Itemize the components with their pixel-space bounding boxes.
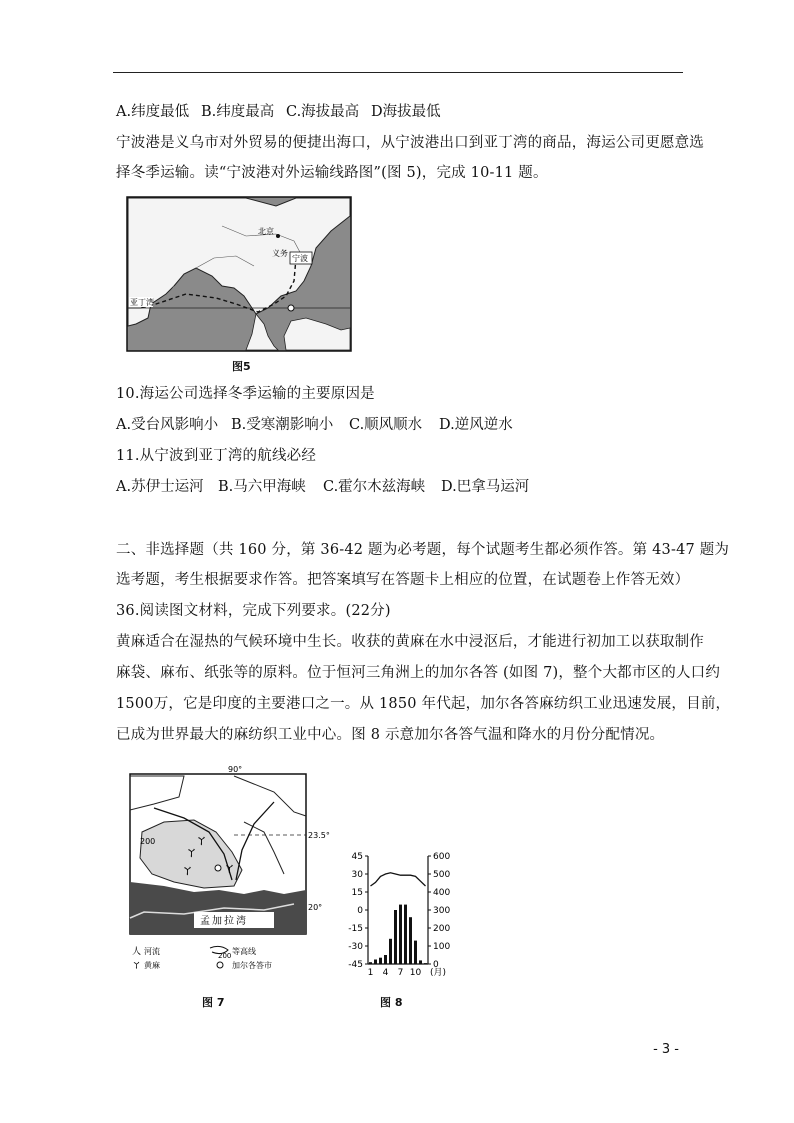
- contour-value: 200: [140, 837, 156, 846]
- left-tick-label: -30: [348, 942, 363, 952]
- lat-20-label: 20°: [308, 903, 323, 912]
- svg-text:ㄚ: ㄚ: [224, 862, 235, 875]
- q36-material-line-4: 已成为世界最大的麻纺织工业中心。图 8 示意加尔各答气温和降水的月份分配情况。: [116, 727, 665, 743]
- right-tick-label: 0: [433, 960, 439, 970]
- x-tick-label: 10: [409, 968, 422, 978]
- q9-option-d: D海拔最低: [371, 104, 441, 120]
- precip-bar: [419, 960, 422, 964]
- figure-5-map: [126, 196, 352, 352]
- x-tick-label: 1: [367, 968, 374, 978]
- svg-text:ㄚ: ㄚ: [186, 846, 197, 859]
- q11-stem: 11.从宁波到亚丁湾的航线必经: [116, 448, 317, 464]
- right-tick-label: 500: [433, 870, 451, 880]
- precip-bar: [384, 955, 387, 964]
- yiwu-label: 义务: [272, 249, 288, 258]
- lon-90-label: 90°: [228, 765, 243, 774]
- q10-option-d: D.逆风逆水: [439, 417, 513, 433]
- precip-bar: [424, 963, 427, 964]
- aden-label: 亚丁湾: [130, 298, 154, 307]
- left-tick-label: 45: [351, 852, 363, 862]
- left-tick-label: 15: [351, 888, 363, 898]
- temperature-line: [371, 873, 426, 886]
- figure-8-caption: 图 8: [380, 996, 403, 1009]
- right-tick-label: 200: [433, 924, 451, 934]
- precip-bar: [399, 905, 402, 964]
- right-tick-label: 600: [433, 852, 451, 862]
- page-number: - 3 -: [653, 1042, 679, 1057]
- legend-river: 河流: [144, 947, 160, 956]
- q11-option-b: B.马六甲海峡: [218, 479, 306, 495]
- figure-5-caption: 图5: [232, 360, 251, 373]
- legend-jute: 黄麻: [144, 961, 160, 970]
- lat-23-label: 23.5°: [308, 831, 330, 840]
- precip-bar: [404, 905, 407, 964]
- legend-kolkata: 加尔各答市: [232, 961, 272, 970]
- q11-option-d: D.巴拿马运河: [441, 479, 530, 495]
- precip-bar: [379, 958, 382, 964]
- svg-text:人: 人: [132, 947, 142, 957]
- left-tick-label: -15: [348, 924, 363, 934]
- legend-contour-value: 200: [218, 952, 232, 960]
- bay-of-bengal-label: 孟加拉湾: [200, 916, 248, 927]
- header-rule: [113, 72, 683, 73]
- q9-options: [116, 102, 441, 122]
- q36-stem: 36.阅读图文材料，完成下列要求。(22分): [116, 603, 391, 619]
- q10-stem: 10.海运公司选择冬季运输的主要原因是: [116, 386, 375, 402]
- q36-material-line-1: 黄麻适合在湿热的气候环境中生长。收获的黄麻在水中浸沤后，才能进行初加工以获取制作: [116, 634, 704, 650]
- right-tick-label: 100: [433, 942, 451, 952]
- figure-7-caption: 图 7: [202, 996, 225, 1009]
- q10-option-b: B.受寒潮影响小: [231, 417, 334, 433]
- q11-options: [116, 477, 529, 497]
- q36-material-line-3: 1500万，它是印度的主要港口之一。从 1850 年代起，加尔各答麻纺织工业迅速发展，目前，: [116, 696, 731, 712]
- q9-option-c: C.海拔最高: [286, 104, 360, 120]
- q10-options: [116, 415, 513, 435]
- q11-option-c: C.霍尔木兹海峡: [323, 479, 426, 495]
- q10-option-c: C.顺风顺水: [349, 417, 423, 433]
- svg-text:ㄚ: ㄚ: [132, 961, 142, 971]
- q11-option-a: A.苏伊士运河: [116, 479, 204, 495]
- q36-material-line-2: 麻袋、麻布、纸张等的原料。位于恒河三角洲上的加尔各答 (如图 7)，整个大都市区的人口约: [116, 665, 721, 681]
- q9-option-a: A.纬度最低: [116, 104, 190, 120]
- q10-option-a: A.受台风影响小: [116, 417, 219, 433]
- x-tick-label: 4: [382, 968, 389, 978]
- intro-1011-line-1: 宁波港是义乌市对外贸易的便捷出海口，从宁波港出口到亚丁湾的商品，海运公司更愿意选: [116, 135, 704, 151]
- right-tick-label: 300: [433, 906, 451, 916]
- precip-bar: [389, 939, 392, 964]
- x-tick-label: 7: [397, 968, 404, 978]
- beijing-label: 北京: [258, 227, 274, 236]
- figure-7-map: [124, 762, 334, 984]
- x-unit-label: (月): [430, 968, 447, 978]
- left-tick-label: 30: [351, 870, 363, 880]
- right-tick-label: 400: [433, 888, 451, 898]
- legend-contour: 等高线: [232, 947, 256, 956]
- left-tick-label: 0: [357, 906, 363, 916]
- figure-8-climate-chart: [340, 846, 470, 978]
- precip-bar: [409, 917, 412, 964]
- precip-bar: [369, 962, 372, 964]
- q9-option-b: B.纬度最高: [201, 104, 275, 120]
- precip-bar: [374, 960, 377, 965]
- ningbo-label: 宁波: [292, 254, 308, 263]
- precip-bar: [414, 941, 417, 964]
- svg-text:ㄚ: ㄚ: [196, 834, 207, 847]
- precip-bar: [394, 910, 397, 964]
- section-2-line-1: 二、非选择题（共 160 分，第 36-42 题为必考题，每个试题考生都必须作答。第 43-47 题为: [116, 542, 730, 558]
- svg-text:ㄚ: ㄚ: [182, 864, 193, 877]
- section-2-line-2: 选考题，考生根据要求作答。把答案填写在答题卡上相应的位置，在试题卷上作答无效）: [116, 572, 690, 588]
- intro-1011-line-2: 择冬季运输。读“宁波港对外运输线路图”(图 5)，完成 10-11 题。: [116, 165, 548, 181]
- left-tick-label: -45: [348, 960, 363, 970]
